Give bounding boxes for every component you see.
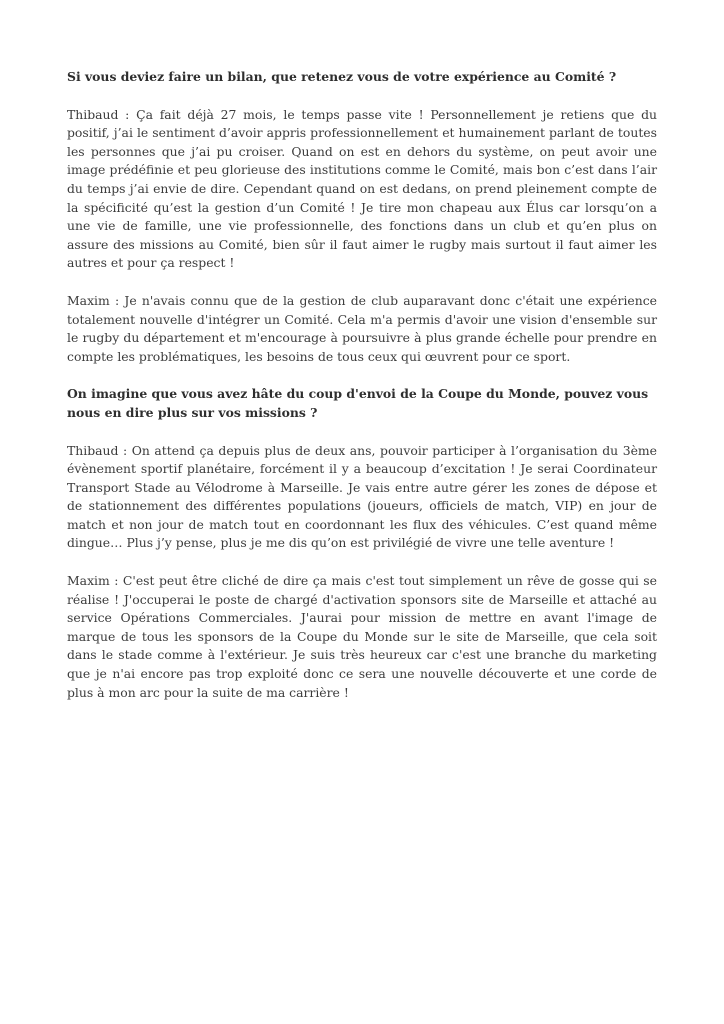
paragraph-gap bbox=[67, 273, 657, 292]
paragraph-gap bbox=[67, 423, 657, 442]
document-page bbox=[67, 68, 657, 702]
question-bilan: Si vous deviez faire un bilan, que retenez vous de votre expérience au Comité ? bbox=[67, 69, 617, 84]
paragraph-gap bbox=[67, 553, 657, 572]
paragraph-gap bbox=[67, 87, 657, 106]
answer-thibaud-bilan: Thibaud : Ça fait déjà 27 mois, le temps passe vite ! Personnellement je retiens que du positif, j’ai le sentiment d’avoir appris professionnellement et humainement parlant de toutes les personnes que j’ai pu croiser. Quand on est en dehors du système, on peut avoir une image prédéfinie et peu glorieuse des institutions comme le Comité, mais bon c’est dans l’air du temps j’ai envie de dire. Cependant quand on est dedans, on prend pleinement compte de la spécificité qu’est la gestion d’un Comité ! Je tire mon chapeau aux Élus car lorsqu’on a une vie de famille, une vie professionnelle, des fonctions dans un club et qu’en plus on assure des missions au Comité, bien sûr il faut aimer le rugby mais surtout il faut aimer les autres et pour ça respect ! bbox=[67, 106, 657, 271]
question-missions: On imagine que vous avez hâte du coup d'envoi de la Coupe du Monde, pouvez vous nous en dire plus sur vos missions ? bbox=[67, 386, 649, 420]
answer-maxim-bilan: Maxim : Je n'avais connu que de la gestion de club auparavant donc c'était une expérience totalement nouvelle d'intégrer un Comité. Cela m'a permis d'avoir une vision d'ensemble sur le rugby du département et m'encourage à poursuivre à plus grande échelle pour prendre en compte les problématiques, les besoins de tous ceux qui œuvrent pour ce sport. bbox=[67, 292, 657, 364]
answer-maxim-missions: Maxim : C'est peut être cliché de dire ça mais c'est tout simplement un rêve de gosse qui se réalise ! J'occuperai le poste de chargé d'activation sponsors site de Marseille et attaché au service Opérations Commerciales. J'aurai pour mission de mettre en avant l'image de marque de tous les sponsors de la Coupe du Monde sur le site de Marseille, que cela soit dans le stade comme à l'extérieur. Je suis très heureux car c'est une branche du marketing que je n'ai encore pas trop exploité donc ce sera une nouvelle découverte et une corde de plus à mon arc pour la suite de ma carrière ! bbox=[67, 573, 657, 700]
answer-thibaud-missions: Thibaud : On attend ça depuis plus de deux ans, pouvoir participer à l’organisation du 3ème évènement sportif planétaire, forcément il y a beaucoup d’excitation ! Je serai Coordinateur Transport Stade au Vélodrome à Marseille. Je vais entre autre gérer les zones de dépose et de stationnement des différentes populations (joueurs, officiels de match, VIP) en jour de match et non jour de match tout en coordonnant les flux des véhicules. C’est quand même dingue… Plus j’y pense, plus je me dis qu’on est privilégié de vivre une telle aventure ! bbox=[67, 442, 657, 551]
paragraph-gap bbox=[67, 366, 657, 385]
